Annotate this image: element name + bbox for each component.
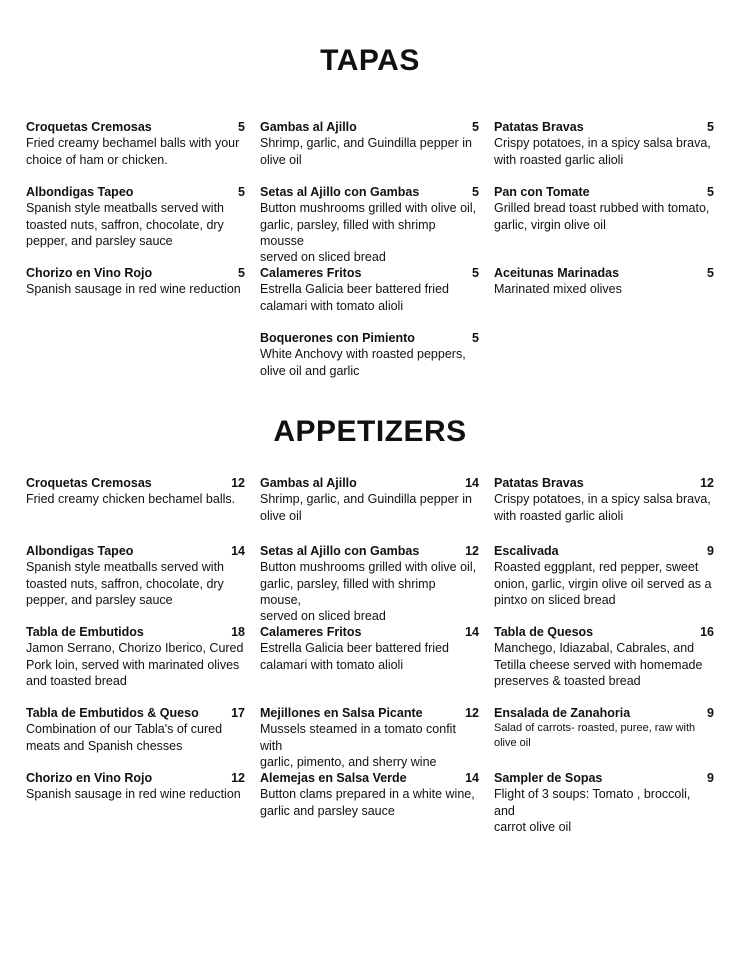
item-description: Fried creamy chicken bechamel balls. bbox=[26, 492, 236, 507]
menu-item bbox=[260, 119, 479, 168]
item-name: Tabla de Quesos bbox=[494, 625, 594, 639]
item-name: Pan con Tomate bbox=[494, 185, 590, 199]
item-description: Flight of 3 soups: Tomato , broccoli, and carrot olive oil bbox=[494, 787, 691, 834]
menu-item bbox=[260, 475, 479, 524]
item-price: 5 bbox=[238, 185, 245, 199]
menu-item bbox=[26, 624, 245, 689]
menu-item bbox=[260, 624, 479, 673]
item-name: Patatas Bravas bbox=[494, 476, 584, 490]
menu-item bbox=[26, 119, 245, 168]
menu-item bbox=[494, 184, 714, 233]
item-price: 14 bbox=[465, 476, 479, 490]
item-price: 12 bbox=[231, 771, 245, 785]
item-description: Combination of our Tabla's of cured meats and Spanish chesses bbox=[26, 722, 223, 753]
item-name: Chorizo en Vino Rojo bbox=[26, 771, 153, 785]
item-description: Button mushrooms grilled with olive oil, garlic, parsley, filled with shrimp mouse, served on sliced bread bbox=[260, 560, 477, 624]
item-description: Crispy potatoes, in a spicy salsa brava, with roasted garlic alioli bbox=[494, 136, 711, 167]
item-name: Setas al Ajillo con Gambas bbox=[260, 185, 420, 199]
item-description: Salad of carrots- roasted, puree, raw with olive oil bbox=[494, 722, 696, 749]
menu-item bbox=[260, 330, 479, 379]
menu-item bbox=[26, 475, 245, 508]
item-price: 9 bbox=[707, 771, 714, 785]
item-price: 5 bbox=[472, 120, 479, 134]
item-price: 12 bbox=[465, 544, 479, 558]
menu-item bbox=[260, 543, 479, 624]
menu-item bbox=[26, 705, 245, 754]
menu-item bbox=[494, 119, 714, 168]
item-price: 12 bbox=[465, 706, 479, 720]
menu-item bbox=[494, 770, 714, 835]
item-price: 5 bbox=[238, 120, 245, 134]
item-name: Aceitunas Marinadas bbox=[494, 266, 620, 280]
item-name: Boquerones con Pimiento bbox=[260, 331, 415, 345]
item-name: Patatas Bravas bbox=[494, 120, 584, 134]
item-price: 5 bbox=[707, 266, 714, 280]
item-name: Croquetas Cremosas bbox=[26, 120, 152, 134]
item-description: Spanish sausage in red wine reduction bbox=[26, 282, 241, 297]
item-name: Tabla de Embutidos & Queso bbox=[26, 706, 199, 720]
menu-item bbox=[26, 543, 245, 608]
item-description: Spanish style meatballs served with toasted nuts, saffron, chocolate, dry pepper, and parsley sauce bbox=[26, 201, 225, 248]
item-price: 5 bbox=[472, 331, 479, 345]
item-description: Estrella Galicia beer battered fried calamari with tomato alioli bbox=[260, 641, 449, 672]
menu-item bbox=[260, 265, 479, 314]
menu-item bbox=[494, 265, 714, 298]
item-description: Estrella Galicia beer battered fried calamari with tomato alioli bbox=[260, 282, 449, 313]
item-description: Shrimp, garlic, and Guindilla pepper in olive oil bbox=[260, 136, 472, 167]
item-name: Ensalada de Zanahoria bbox=[494, 706, 631, 720]
item-name: Calameres Fritos bbox=[260, 625, 362, 639]
item-description: Manchego, Idiazabal, Cabrales, and Tetilla cheese served with homemade preserves & toasted bread bbox=[494, 641, 703, 688]
item-name: Tabla de Embutidos bbox=[26, 625, 144, 639]
menu-item bbox=[494, 624, 714, 689]
item-price: 16 bbox=[700, 625, 714, 639]
item-name: Escalivada bbox=[494, 544, 559, 558]
menu-item bbox=[26, 184, 245, 249]
item-description: Grilled bread toast rubbed with tomato, garlic, virgin olive oil bbox=[494, 201, 710, 232]
menu-item bbox=[26, 265, 245, 298]
menu-item bbox=[260, 184, 479, 265]
tapas-section-title: TAPAS bbox=[320, 44, 420, 77]
item-name: Gambas al Ajillo bbox=[260, 120, 357, 134]
item-description: Spanish sausage in red wine reduction bbox=[26, 787, 241, 802]
item-description: White Anchovy with roasted peppers, olive oil and garlic bbox=[260, 347, 466, 378]
item-name: Calameres Fritos bbox=[260, 266, 362, 280]
menu-item bbox=[494, 475, 714, 524]
item-price: 5 bbox=[238, 266, 245, 280]
item-description: Marinated mixed olives bbox=[494, 282, 622, 297]
item-price: 14 bbox=[465, 771, 479, 785]
item-description: Button mushrooms grilled with olive oil, garlic, parsley, filled with shrimp mousse served on sliced bread bbox=[260, 201, 477, 265]
item-price: 18 bbox=[231, 625, 245, 639]
item-name: Setas al Ajillo con Gambas bbox=[260, 544, 420, 558]
item-name: Albondigas Tapeo bbox=[26, 544, 134, 558]
item-name: Sampler de Sopas bbox=[494, 771, 603, 785]
item-price: 9 bbox=[707, 544, 714, 558]
item-price: 12 bbox=[231, 476, 245, 490]
item-description: Spanish style meatballs served with toasted nuts, saffron, chocolate, dry pepper, and parsley sauce bbox=[26, 560, 225, 607]
item-name: Chorizo en Vino Rojo bbox=[26, 266, 153, 280]
menu-item bbox=[260, 705, 479, 770]
item-price: 12 bbox=[700, 476, 714, 490]
menu-item bbox=[494, 543, 714, 608]
item-name: Mejillones en Salsa Picante bbox=[260, 706, 423, 720]
item-price: 5 bbox=[707, 120, 714, 134]
item-price: 17 bbox=[231, 706, 245, 720]
item-price: 14 bbox=[465, 625, 479, 639]
item-description: Button clams prepared in a white wine, garlic and parsley sauce bbox=[260, 787, 475, 818]
menu-item bbox=[260, 770, 479, 819]
item-description: Roasted eggplant, red pepper, sweet onion, garlic, virgin olive oil served as a pintxo on sliced bread bbox=[494, 560, 712, 607]
item-price: 5 bbox=[472, 266, 479, 280]
item-price: 5 bbox=[707, 185, 714, 199]
menu-item bbox=[26, 770, 245, 803]
item-price: 5 bbox=[472, 185, 479, 199]
item-price: 9 bbox=[707, 706, 714, 720]
item-name: Gambas al Ajillo bbox=[260, 476, 357, 490]
item-name: Albondigas Tapeo bbox=[26, 185, 134, 199]
item-description: Jamon Serrano, Chorizo Iberico, Cured Pork loin, served with marinated olives and toasted bread bbox=[26, 641, 244, 688]
item-description: Fried creamy bechamel balls with your choice of ham or chicken. bbox=[26, 136, 240, 167]
appetizers-section-title: APPETIZERS bbox=[273, 415, 467, 448]
menu-item bbox=[494, 705, 714, 750]
item-price: 14 bbox=[231, 544, 245, 558]
item-name: Alemejas en Salsa Verde bbox=[260, 771, 407, 785]
item-description: Shrimp, garlic, and Guindilla pepper in olive oil bbox=[260, 492, 472, 523]
item-description: Crispy potatoes, in a spicy salsa brava, with roasted garlic alioli bbox=[494, 492, 711, 523]
item-description: Mussels steamed in a tomato confit with garlic, pimento, and sherry wine bbox=[260, 722, 456, 769]
item-name: Croquetas Cremosas bbox=[26, 476, 152, 490]
